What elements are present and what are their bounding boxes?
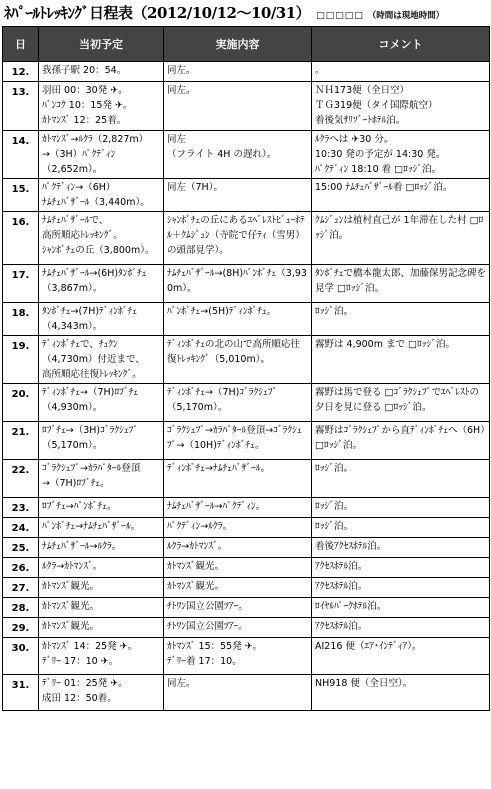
table-row <box>3 578 490 598</box>
day-cell <box>3 460 39 498</box>
plan-cell <box>39 675 164 711</box>
plan-cell-text: ﾅﾑﾁｪﾊﾞｻﾞｰﾙ→ﾙｸﾗ。 <box>42 541 122 552</box>
done-cell-text: ﾁﾄﾜﾝ国立公園ﾂｱｰ。 <box>167 621 248 632</box>
done-cell <box>164 131 312 179</box>
done-cell-text: ﾅﾑﾁｪﾊﾞｻﾞｰﾙ→ﾊﾟｸﾃﾞｨﾝ。 <box>167 501 266 512</box>
note-cell-text: NH918 便（全日空）。 <box>315 678 413 689</box>
done-cell <box>164 498 312 518</box>
day-cell <box>3 578 39 598</box>
day-cell <box>3 598 39 618</box>
done-cell-text: ﾃﾞｨﾝﾎﾞﾁｪの北の山で高所順応往復ﾄﾚｯｷﾝｸﾞ（5,010m）。 <box>167 339 301 365</box>
plan-cell-text: ﾅﾑﾁｪﾊﾞｻﾞｰﾙで、 高所順応ﾄﾚｯｷﾝｸﾞ。 ｼｬﾝﾎﾞﾁｪの丘（3,800m）。 <box>42 215 155 256</box>
day-cell-text: 23. <box>11 503 30 514</box>
done-cell-text: 同左。 <box>167 65 196 76</box>
done-cell <box>164 538 312 558</box>
done-cell <box>164 179 312 212</box>
note-cell-text: ｱｸｾｽﾎﾃﾙ泊。 <box>315 621 368 632</box>
done-cell <box>164 618 312 638</box>
done-cell-text: 同左。 <box>167 678 196 689</box>
note-cell-text: ﾛｯｼﾞ泊。 <box>315 521 354 532</box>
plan-cell-text: ｶﾄﾏﾝｽﾞ観光。 <box>42 621 100 632</box>
done-cell <box>164 638 312 675</box>
note-cell <box>312 336 490 384</box>
table-row <box>3 618 490 638</box>
done-cell-text: ﾊﾟﾝﾎﾞﾁｪ→(5H)ﾃﾞｨﾝﾎﾞﾁｪ。 <box>167 306 277 317</box>
note-cell-text: ﾛｯｼﾞ泊。 <box>315 501 354 512</box>
day-cell-text: 28. <box>11 603 30 614</box>
note-cell <box>312 578 490 598</box>
day-cell <box>3 384 39 422</box>
done-cell <box>164 558 312 578</box>
note-cell <box>312 638 490 675</box>
day-cell-text: 15. <box>11 184 30 195</box>
note-cell <box>312 618 490 638</box>
table-header-row <box>3 27 490 62</box>
day-cell-text: 14. <box>11 136 30 147</box>
done-cell-text: ﾊﾟｸﾃﾞｨﾝ→ﾙｸﾗ。 <box>167 521 232 532</box>
day-cell-text: 12. <box>11 67 30 78</box>
day-cell-text: 27. <box>11 583 30 594</box>
plan-cell-text: ｶﾄﾏﾝｽﾞ観光。 <box>42 601 100 612</box>
plan-cell <box>39 265 164 303</box>
plan-cell <box>39 538 164 558</box>
plan-cell-text: ﾃﾞﾘｰ 01：25発 ✈。 成田 12：50着。 <box>42 678 128 704</box>
note-cell <box>312 82 490 131</box>
day-cell-text: 20. <box>11 389 30 400</box>
note-cell-text: ｱｸｾｽﾎﾃﾙ泊。 <box>315 581 368 592</box>
note-cell-text: 霧野は馬で登る □ｺﾞﾗｸｼｪﾌﾟでｴﾍﾞﾚｽﾄの夕日を見に登る □ﾛｯｼﾞ泊。 <box>315 387 479 413</box>
note-cell-text: ﾛｯｼﾞ泊。 <box>315 463 354 474</box>
schedule-table <box>2 26 490 711</box>
table-row <box>3 638 490 675</box>
plan-cell <box>39 384 164 422</box>
table-row <box>3 179 490 212</box>
day-cell <box>3 518 39 538</box>
day-cell <box>3 212 39 265</box>
done-cell-text: ｶﾄﾏﾝｽﾞ観光。 <box>167 561 225 572</box>
plan-cell-text: ﾊﾟﾝﾎﾞﾁｪ→ﾅﾑﾁｪﾊﾞｻﾞｰﾙ。 <box>42 521 141 532</box>
table-row <box>3 62 490 82</box>
done-cell-text: 同左。 <box>167 85 196 96</box>
note-cell-text: 霧野は 4,900m まで □ﾛｯｼﾞ泊。 <box>315 339 455 350</box>
day-cell <box>3 303 39 336</box>
day-cell-text: 19. <box>11 341 30 352</box>
document-title <box>4 2 488 24</box>
day-cell <box>3 336 39 384</box>
header-day: 日 <box>3 27 39 62</box>
plan-cell-text: ﾃﾞｨﾝﾎﾞﾁｪ→（7H)ﾛﾌﾞﾁｪ （4,930m）。 <box>42 387 139 413</box>
note-cell-text: 15:00 ﾅﾑﾁｪﾊﾞｻﾞｰﾙ着 □ﾛｯｼﾞ泊。 <box>315 182 453 193</box>
plan-cell <box>39 82 164 131</box>
note-cell <box>312 212 490 265</box>
note-cell-text: ﾛｲﾔﾙﾊﾟｰｸﾎﾃﾙ泊。 <box>315 601 387 612</box>
plan-cell-text: ｶﾄﾏﾝｽﾞ→ﾙｸﾗ（2,827m） →（3H）ﾊﾟｸﾃﾞｨﾝ （2,652m）。 <box>42 134 149 175</box>
plan-cell <box>39 578 164 598</box>
day-cell <box>3 422 39 460</box>
note-cell <box>312 303 490 336</box>
day-cell <box>3 558 39 578</box>
day-cell <box>3 179 39 212</box>
note-cell <box>312 558 490 578</box>
day-cell-text: 13. <box>11 87 30 98</box>
day-cell <box>3 82 39 131</box>
plan-cell-text: ｺﾞﾗｸｼｪﾌﾟ→ｶﾗﾊﾟﾀｰﾙ登頂 →（7H)ﾛﾌﾞﾁｪ。 <box>42 463 141 489</box>
done-cell <box>164 598 312 618</box>
table-row <box>3 336 490 384</box>
plan-cell <box>39 336 164 384</box>
day-cell <box>3 498 39 518</box>
plan-cell <box>39 638 164 675</box>
title-note: （時間は現地時間） <box>367 11 445 21</box>
done-cell <box>164 578 312 598</box>
day-cell <box>3 538 39 558</box>
plan-cell-text: ﾃﾞｨﾝﾎﾞﾁｪで、ﾁｭｸﾝ （4,730m）付近まで、 高所順応往復ﾄﾚｯｷﾝｸﾞ。 <box>42 339 145 380</box>
plan-cell-text: 羽田 00：30発 ✈。 ﾊﾞﾝｺｸ 10：15発 ✈。 ｶﾄﾏﾝｽﾞ 12：25着。 <box>42 85 133 126</box>
note-cell-text: ﾀﾝﾎﾞﾁｪで橋本龍太郎、加藤保男記念碑を見学 □ﾛｯｼﾞ泊。 <box>315 268 487 294</box>
note-cell-text: 霧野はｺﾞﾗｸｼｪﾌﾟから直ﾃﾞｨﾝﾎﾞﾁｪへ（6H）□ﾛｯｼﾞ泊。 <box>315 425 485 451</box>
note-cell <box>312 518 490 538</box>
plan-cell <box>39 460 164 498</box>
done-cell <box>164 675 312 711</box>
done-cell <box>164 384 312 422</box>
table-row <box>3 498 490 518</box>
table-row <box>3 538 490 558</box>
note-cell <box>312 422 490 460</box>
day-cell <box>3 618 39 638</box>
done-cell <box>164 518 312 538</box>
done-cell-text: ﾃﾞｨﾝﾎﾞﾁｪ→（7H)ｺﾞﾗｸｼｪﾌﾟ （5,170m）。 <box>167 387 278 413</box>
day-cell-text: 26. <box>11 563 30 574</box>
note-cell <box>312 498 490 518</box>
note-cell <box>312 460 490 498</box>
day-cell-text: 24. <box>11 523 30 534</box>
table-row <box>3 518 490 538</box>
done-cell-text: ﾃﾞｨﾝﾎﾞﾁｪ→ﾅﾑﾁｪﾊﾞｻﾞｰﾙ。 <box>167 463 270 474</box>
plan-cell-text: ﾅﾑﾁｪﾊﾞｻﾞｰﾙ→(6H)ﾀﾝﾎﾞﾁｪ（3,867m）。 <box>42 268 147 294</box>
note-cell-text: AI216 便（ｴｱ･ｲﾝﾃﾞｨｱ）。 <box>315 641 422 652</box>
day-cell-text: 18. <box>11 308 30 319</box>
done-cell-text: ﾅﾑﾁｪﾊﾞｻﾞｰﾙ→(8H)ﾊﾟﾝﾎﾞﾁｪ（3,930m）。 <box>167 268 307 294</box>
plan-cell-text: ﾙｸﾗ→ｶﾄﾏﾝｽﾞ。 <box>42 561 103 572</box>
plan-cell <box>39 498 164 518</box>
done-cell <box>164 336 312 384</box>
header-plan: 当初予定 <box>39 27 164 62</box>
day-cell-text: 21. <box>11 427 30 438</box>
title-main: ﾈﾊﾟｰﾙﾄﾚｯｷﾝｸﾞ日程表（2012/10/12～10/31） <box>4 4 311 22</box>
note-cell <box>312 62 490 82</box>
plan-cell-text: ｶﾄﾏﾝｽﾞ 14：25発 ✈。 ﾃﾞﾘｰ 17：10 ✈。 <box>42 641 138 667</box>
table-row <box>3 460 490 498</box>
plan-cell-text: ﾀﾝﾎﾞﾁｪ→(7H)ﾃﾞｨﾝﾎﾞﾁｪ （4,343m）。 <box>42 306 138 332</box>
done-cell <box>164 62 312 82</box>
done-cell-text: 同左（7H）。 <box>167 182 223 193</box>
done-cell <box>164 303 312 336</box>
table-row <box>3 131 490 179</box>
note-cell-text: ＮＨ173便（全日空） ＴＧ319便（タイ国際航空） 着後気ｻﾘｿﾞｰﾄﾎﾃﾙ泊。 <box>315 85 438 126</box>
note-cell <box>312 179 490 212</box>
plan-cell <box>39 598 164 618</box>
plan-cell <box>39 131 164 179</box>
day-cell-text: 29. <box>11 623 30 634</box>
note-cell-text: 。 <box>315 65 325 76</box>
plan-cell-text: ﾊﾟｸﾃﾞｨﾝ→（6H） ﾅﾑﾁｪﾊﾞｻﾞｰﾙ（3,440m）。 <box>42 182 150 208</box>
table-row <box>3 422 490 460</box>
header-note: コメント <box>312 27 490 62</box>
done-cell-text: ﾙｸﾗ→ｶﾄﾏﾝｽﾞ。 <box>167 541 228 552</box>
done-cell <box>164 212 312 265</box>
done-cell <box>164 265 312 303</box>
done-cell-text: 同左 （フライト 4H の遅れ）。 <box>167 134 277 160</box>
plan-cell <box>39 303 164 336</box>
day-cell <box>3 675 39 711</box>
day-cell <box>3 638 39 675</box>
note-cell-text: ﾙｸﾗへは ✈30 分。 10:30 発の予定が 14:30 発。 ﾊﾟｸﾃﾞｨﾝ 18:10 着 □ﾛｯｼﾞ泊。 <box>315 134 446 175</box>
day-cell-text: 16. <box>11 217 30 228</box>
plan-cell-text: ﾛﾌﾞﾁｪ→（3H)ｺﾞﾗｸｼｪﾌﾟ （5,170m）。 <box>42 425 139 451</box>
table-row <box>3 303 490 336</box>
plan-cell <box>39 618 164 638</box>
day-cell-text: 25. <box>11 543 30 554</box>
plan-cell-text: ﾛﾌﾞﾁｪ→ﾊﾟﾝﾎﾞﾁｪ。 <box>42 501 117 512</box>
table-row <box>3 558 490 578</box>
done-cell-text: ｶﾄﾏﾝｽﾞ 15：55発 ✈。 ﾃﾞﾘｰ着 17：10。 <box>167 641 263 667</box>
day-cell-text: 31. <box>11 680 30 691</box>
note-cell-text: ﾛｯｼﾞ泊。 <box>315 306 354 317</box>
plan-cell <box>39 558 164 578</box>
plan-cell <box>39 212 164 265</box>
day-cell-text: 30. <box>11 643 30 654</box>
title-placeholder-boxes: □□□□□ <box>316 11 364 21</box>
note-cell <box>312 538 490 558</box>
plan-cell <box>39 422 164 460</box>
note-cell <box>312 131 490 179</box>
table-row <box>3 598 490 618</box>
done-cell-text: ｺﾞﾗｸｼｪﾌﾟ→ｶﾗﾊﾟﾀｰﾙ登頂→ｺﾞﾗｸｼｪﾌﾟ→（10H)ﾃﾞｨﾝﾎﾞﾁｪ。 <box>167 425 302 451</box>
note-cell <box>312 384 490 422</box>
table-row <box>3 675 490 711</box>
done-cell <box>164 82 312 131</box>
note-cell-text: ｱｸｾｽﾎﾃﾙ泊。 <box>315 561 368 572</box>
done-cell-text: ｼｬﾝﾎﾞﾁｪの丘にあるｴﾍﾞﾚｽﾄﾋﾞｭｰﾎﾃﾙ＋ｸﾑｼﾞｭﾝ（寺院で仔ﾃｨ（雪男）の頭部見学）。 <box>167 215 305 256</box>
day-cell-text: 17. <box>11 270 30 281</box>
note-cell <box>312 265 490 303</box>
table-row <box>3 82 490 131</box>
done-cell <box>164 460 312 498</box>
plan-cell <box>39 179 164 212</box>
plan-cell <box>39 62 164 82</box>
done-cell-text: ﾁﾄﾜﾝ国立公園ﾂｱｰ。 <box>167 601 248 612</box>
note-cell <box>312 675 490 711</box>
table-row <box>3 212 490 265</box>
day-cell-text: 22. <box>11 465 30 476</box>
day-cell <box>3 62 39 82</box>
note-cell-text: 着後ｱｸｾｽﾎﾃﾙ泊。 <box>315 541 387 552</box>
plan-cell-text: 我孫子駅 20：54。 <box>42 65 127 76</box>
table-row <box>3 384 490 422</box>
plan-cell-text: ｶﾄﾏﾝｽﾞ観光。 <box>42 581 100 592</box>
table-row <box>3 265 490 303</box>
day-cell <box>3 131 39 179</box>
plan-cell <box>39 518 164 538</box>
note-cell-text: ｸﾑｼﾞｭﾝは植村直己が 1年滞在した村 □ﾛｯｼﾞ泊。 <box>315 215 484 241</box>
done-cell-text: ｶﾄﾏﾝｽﾞ観光。 <box>167 581 225 592</box>
header-done: 実施内容 <box>164 27 312 62</box>
note-cell <box>312 598 490 618</box>
day-cell <box>3 265 39 303</box>
done-cell <box>164 422 312 460</box>
